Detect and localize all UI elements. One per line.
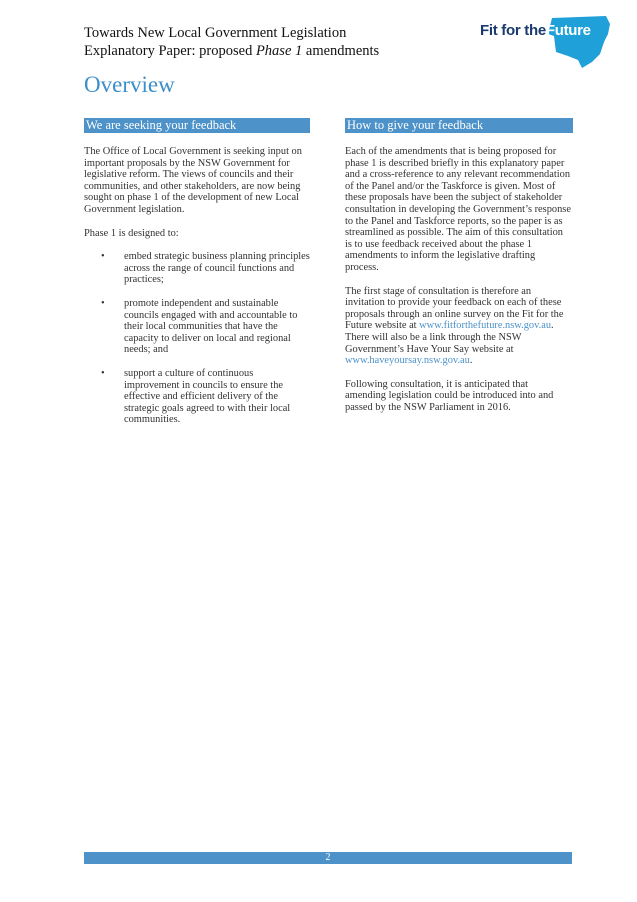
bullet-icon: •: [101, 367, 105, 379]
section-heading-feedback: We are seeking your feedback: [84, 118, 310, 133]
document-header: [84, 24, 379, 60]
fit-for-the-future-logo: [478, 16, 613, 70]
bullet-icon: •: [101, 297, 105, 309]
paragraph: The first stage of consultation is therefore an invitation to provide your feedback on each of these proposals through an online survey on the Fit for the Future website at www.fitforthefuture.nsw.gov.au. There will also be a link through the NSW Government’s Have Your Say website at www.haveyoursay.nsw.gov.au.: [345, 285, 564, 367]
page-title: Overview: [84, 72, 175, 97]
paragraph: The Office of Local Government is seeking input on important proposals by the NSW Government for legislative reform. The views of councils and their communities, and other stakeholders, are now being sought on phase 1 of the development of new Local Government legislation.: [84, 146, 302, 215]
left-column: [84, 118, 310, 438]
paragraph: Following consultation, it is anticipated that amending legislation could be introduced into and passed by the NSW Parliament in 2016.: [345, 378, 554, 413]
bullet-list: [84, 251, 310, 426]
paragraph: Each of the amendments that is being proposed for phase 1 is described briefly in this explanatory paper and a cross-reference to any relevant recommendation of the Panel and/or the Taskforce is given. Most of these proposals have been the subject of stakeholder consultation in developing the Government’s response to the Panel and Taskforce reports, so the paper is as streamlined as possible. The aim of this consultation is to use feedback received about the phase 1 amendments to inform the legislative drafting process.: [345, 146, 571, 273]
page-number: 2: [325, 852, 331, 863]
section-heading-how-to: How to give your feedback: [345, 118, 573, 133]
have-your-say-link[interactable]: www.haveyoursay.nsw.gov.au: [345, 355, 470, 367]
page-footer: [84, 852, 572, 864]
bullet-icon: •: [101, 251, 105, 263]
logo-text: Fit for the: [480, 22, 546, 39]
list-item: • embed strategic business planning principles across the range of council functions and practices;: [101, 251, 310, 286]
logo-text-future: Future: [545, 22, 591, 39]
header-line-2: Explanatory Paper: proposed Phase 1 amendments: [84, 43, 380, 59]
header-line-1: Towards New Local Government Legislation: [84, 25, 347, 41]
right-column: [345, 118, 571, 425]
fit-for-the-future-link[interactable]: www.fitforthefuture.nsw.gov.au: [419, 320, 552, 332]
list-item: • support a culture of continuous improvement in councils to ensure the effective and efficient delivery of the strategic goals agreed to with their local communities.: [101, 367, 291, 426]
list-item: • promote independent and sustainable councils engaged with and accountable to their local communities that have the capacity to deliver on local and regional needs; and: [101, 297, 298, 356]
paragraph: Phase 1 is designed to:: [84, 227, 179, 239]
